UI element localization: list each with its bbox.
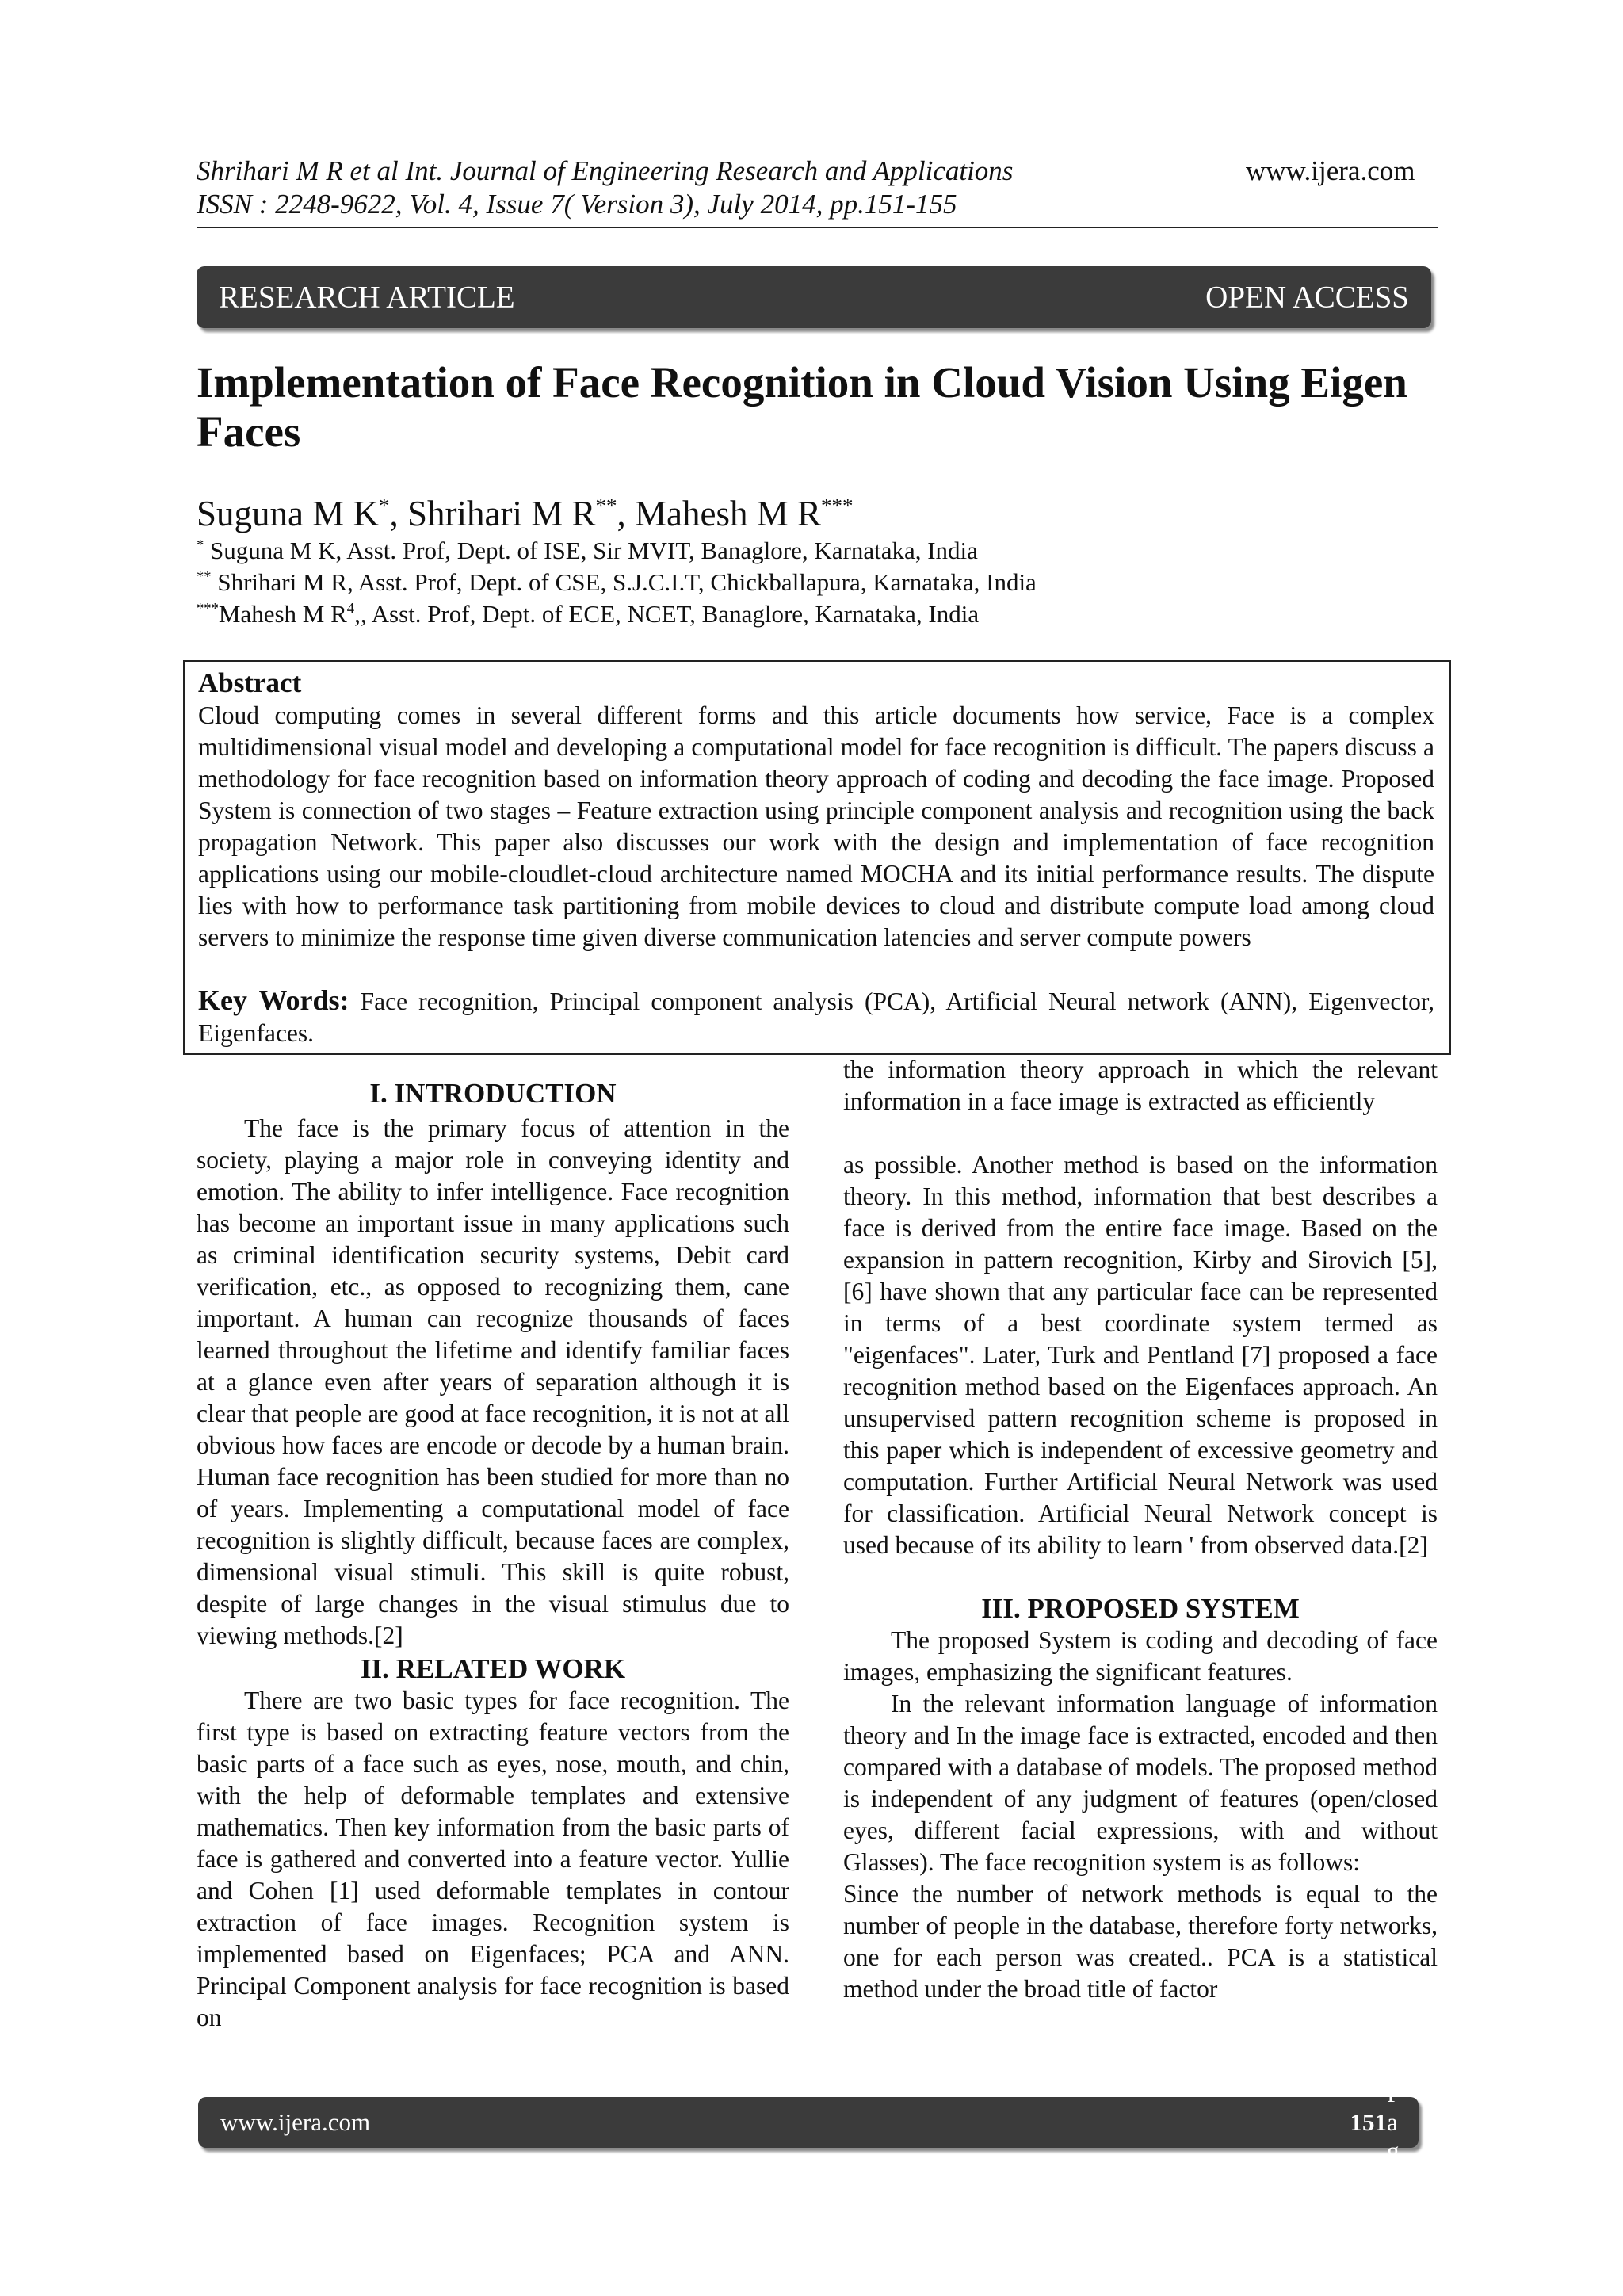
left-column xyxy=(197,1078,789,2034)
footer-website[interactable]: www.ijera.com xyxy=(220,2108,371,2136)
author-2: Shrihari M R xyxy=(407,494,596,533)
related-work-continued-paragraph: as possible. Another method is based on the information theory. In this method, information that best describes a face is derived from the entire face image. Based on the expansion in pattern recognition, Kirby and Sirovich [5], [6] have shown that any particular face can be represented in terms of a best coordinate system termed as "eigenfaces". Later, Turk and Pentland [7] proposed a face recognition method based on the Eigenfaces approach. An unsupervised pattern recognition scheme is proposed in this paper which is independent of excessive geometry and computation. Further Artificial Neural Network was used for classification. Artificial Neural Network concept is used because of its ability to learn ' from observed data.[2] xyxy=(843,1151,1438,1559)
proposed-system-paragraph-1: The proposed System is coding and decoding of face images, emphasizing the significant features. xyxy=(843,1626,1438,1686)
abstract-text: Cloud computing comes in several different forms and this article documents how service, Face is a complex multidimensional visual model and developing a computational model for face recognition is difficult. The papers discuss a methodology for face recognition based on information theory approach of coding and decoding the face image. Proposed System is connection of two stages – Feature extraction using principle component analysis and recognition using the back propagation Network. This paper also discusses our work with the design and implementation of face recognition applications using our mobile-cloudlet-cloud architecture named MOCHA and its initial performance results. The dispute lies with how to performance task partitioning from mobile devices to cloud and distribute compute load among cloud servers to minimize the response time given diverse communication latencies and server compute powers xyxy=(198,701,1434,951)
keywords xyxy=(198,984,1434,1049)
author-1-mark: * xyxy=(379,494,390,518)
affiliation-text: Shrihari M R, Asst. Prof, Dept. of CSE, S.J.C.I.T, Chickballapura, Karnataka, India xyxy=(211,568,1037,596)
journal-line: Shrihari M R et al Int. Journal of Engineering Research and Applications xyxy=(197,155,1014,186)
related-work-continued-text: the information theory approach in which the relevant information in a face image is extracted as efficiently xyxy=(843,1056,1438,1115)
affiliation-1 xyxy=(197,535,1037,567)
author-3-mark: *** xyxy=(821,494,854,518)
page-label: | P a g e xyxy=(1387,2051,1400,2193)
affiliation-sup: 4 xyxy=(346,600,355,617)
section-heading-proposed-system: III. PROPOSED SYSTEM xyxy=(981,1593,1300,1624)
affiliation-text: ,, Asst. Prof, Dept. of ECE, NCET, Banaglore, Karnataka, India xyxy=(354,600,980,628)
affiliation-mark: * xyxy=(197,537,204,554)
affiliation-text: Suguna M K, Asst. Prof, Dept. of ISE, Sir MVIT, Banaglore, Karnataka, India xyxy=(204,537,978,564)
proposed-system-paragraph-3: Since the number of network methods is equal to the number of people in the database, therefore forty networks, one for each person was created.. PCA is a statistical method under the broad title of factor xyxy=(843,1880,1438,2003)
section-heading-related-work: II. RELATED WORK xyxy=(360,1653,626,1684)
related-work-text: There are two basic types for face recognition. The first type is based on extracting feature vectors from the basic parts of a face such as eyes, nose, mouth, and chin, with the help of deformable templates and extensive mathematics. Then key information from the basic parts of face is gathered and converted into a feature vector. Yullie and Cohen [1] used deformable templates in contour extraction of face images. Recognition system is implemented based on Eigenfaces; PCA and ANN. Principal Component analysis for face recognition is based on xyxy=(197,1687,789,2031)
author-separator: , xyxy=(617,494,636,533)
page-number: 151 xyxy=(1350,2108,1387,2136)
affiliation-2 xyxy=(197,567,1037,598)
author-1: Suguna M K xyxy=(197,494,380,533)
research-article-label: RESEARCH ARTICLE xyxy=(219,280,515,315)
right-column xyxy=(843,1054,1438,2005)
author-list xyxy=(197,493,854,534)
proposed-system-paragraph-2: In the relevant information language of information theory and In the image face is extracted, encoded and then compared with a database of models. The proposed method is independent of any judgment of features (open/closed eyes, different facial expressions, with and without Glasses). The face recognition system is as follows: xyxy=(843,1690,1438,1876)
header-divider xyxy=(197,227,1438,228)
paper-title: Implementation of Face Recognition in Cloud Vision Using Eigen Faces xyxy=(197,358,1407,456)
author-separator: , xyxy=(389,494,408,533)
introduction-text: The face is the primary focus of attention in the society, playing a major role in conveying identity and emotion. The ability to infer intelligence. Face recognition has become an important issue in many applications such as criminal identification security systems, Debit card verification, etc., as opposed to recognizing them, cane important. A human can recognize thousands of faces learned throughout the lifetime and identify familiar faces at a glance even after years of separation although it is clear that people are good at face recognition, it is not at all obvious how faces are encode or decode by a human brain. Human face recognition has been studied for more than no of years. Implementing a computational model of face recognition is slightly difficult, because faces are complex, dimensional visual stimuli. This skill is quite robust, despite of large changes in the visual stimulus due to viewing methods.[2] xyxy=(197,1114,789,1649)
affiliation-3 xyxy=(197,598,1037,630)
author-3: Mahesh M R xyxy=(635,494,822,533)
affiliation-mark: *** xyxy=(197,600,219,617)
keywords-text: Face recognition, Principal component analysis (PCA), Artificial Neural network (ANN), Eigenvector, Eigenfaces. xyxy=(198,988,1434,1047)
issue-line: ISSN : 2248-9622, Vol. 4, Issue 7( Version 3), July 2014, pp.151-155 xyxy=(197,189,957,220)
footer-page-number xyxy=(1350,2051,1400,2193)
affiliation-mark: ** xyxy=(197,568,212,586)
abstract-heading: Abstract xyxy=(198,667,302,698)
affiliation-text: Mahesh M R xyxy=(218,600,347,628)
keywords-label: Key Words: xyxy=(198,984,349,1016)
affiliations xyxy=(197,535,1037,630)
section-heading-introduction: I. INTRODUCTION xyxy=(369,1078,617,1109)
author-2-mark: ** xyxy=(595,494,617,518)
open-access-label: OPEN ACCESS xyxy=(1205,280,1409,315)
footer-bar xyxy=(198,2051,1419,2193)
article-type-banner xyxy=(197,266,1431,328)
header-website[interactable]: www.ijera.com xyxy=(1246,155,1415,186)
